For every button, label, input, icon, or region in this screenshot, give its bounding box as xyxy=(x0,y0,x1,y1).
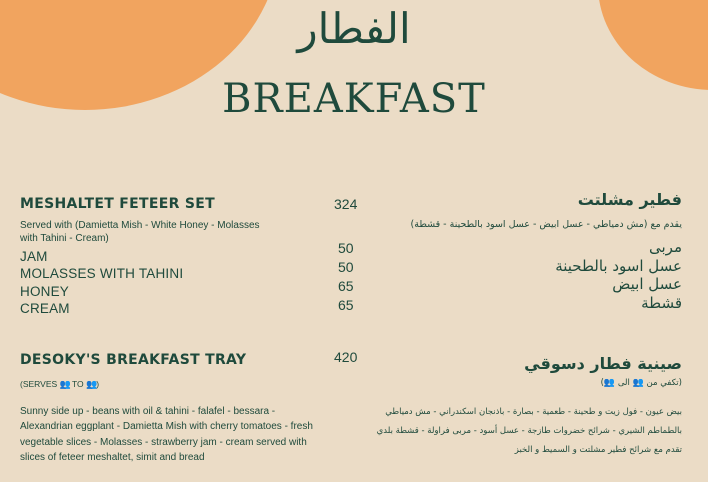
page-title-arabic: الفطار xyxy=(297,4,411,53)
description-line-arabic: بالطماطم الشيري - شرائح خضروات طازجة - عسل أسود - مربى فراولة - قشطة بلدي xyxy=(376,426,682,436)
section2-title: DESOKY'S BREAKFAST TRAY xyxy=(20,352,247,368)
addon-molasses: MOLASSES WITH TAHINI xyxy=(20,266,184,281)
addon-molasses-price: 50 xyxy=(338,259,354,275)
page-title: BREAKFAST xyxy=(222,76,486,122)
section2-serves: (SERVES 👥 TO 👥) xyxy=(20,379,100,389)
section1-description-arabic: يقدم مع (مش دمياطي - عسل ابيض - عسل اسود بالطحينة - قشطة) xyxy=(410,219,682,230)
addon-cream-price: 65 xyxy=(338,297,354,313)
section2-serves-arabic: (تكفي من 👥 الى 👥) xyxy=(600,378,682,388)
addon-honey: HONEY xyxy=(20,284,70,299)
people-icon: 👥 xyxy=(86,379,97,389)
section2-price: 420 xyxy=(334,349,358,365)
addon-arabic: عسل اسود بالطحينة xyxy=(555,256,682,275)
people-icon: 👥 xyxy=(603,378,616,388)
addon-jam: JAM xyxy=(20,249,48,264)
addon-arabic: قشطة xyxy=(641,293,682,312)
section1-addons-arabic xyxy=(555,238,682,312)
section1-title: MESHALTET FETEER SET xyxy=(20,196,215,212)
description-line-arabic: تقدم مع شرائح فطير مشلتت و السميط و الخبز xyxy=(514,445,682,455)
section2-description-arabic xyxy=(377,403,682,460)
addon-jam-price: 50 xyxy=(338,240,354,256)
section1-title-arabic: فطير مشلتت xyxy=(577,190,682,209)
section1-price: 324 xyxy=(334,196,358,212)
section2-description: Sunny side up - beans with oil & tahini - falafel - bessara - Alexandrian eggplant - Damietta Mish with cherry tomatoes - fresh vegetable slices - Molasses - strawberry jam - cream served with slices of feteer meshaltet, simit and bread xyxy=(20,406,313,463)
section1-description: Served with (Damietta Mish - White Honey - Molasses with Tahini - Cream) xyxy=(20,220,260,244)
addon-honey-price: 65 xyxy=(338,278,354,294)
description-line-arabic: بيض عيون - فول زيت و طحينة - طعمية - بصارة - باذنجان اسكندراني - مش دمياطي xyxy=(385,407,682,417)
addon-arabic: عسل ابيض xyxy=(612,275,682,293)
addon-arabic: مربى xyxy=(649,238,682,256)
people-icon: 👥 xyxy=(59,379,70,389)
people-icon: 👥 xyxy=(632,378,644,388)
section2-title-arabic: صينية فطار دسوقي xyxy=(524,354,682,373)
addon-cream: CREAM xyxy=(20,301,70,316)
